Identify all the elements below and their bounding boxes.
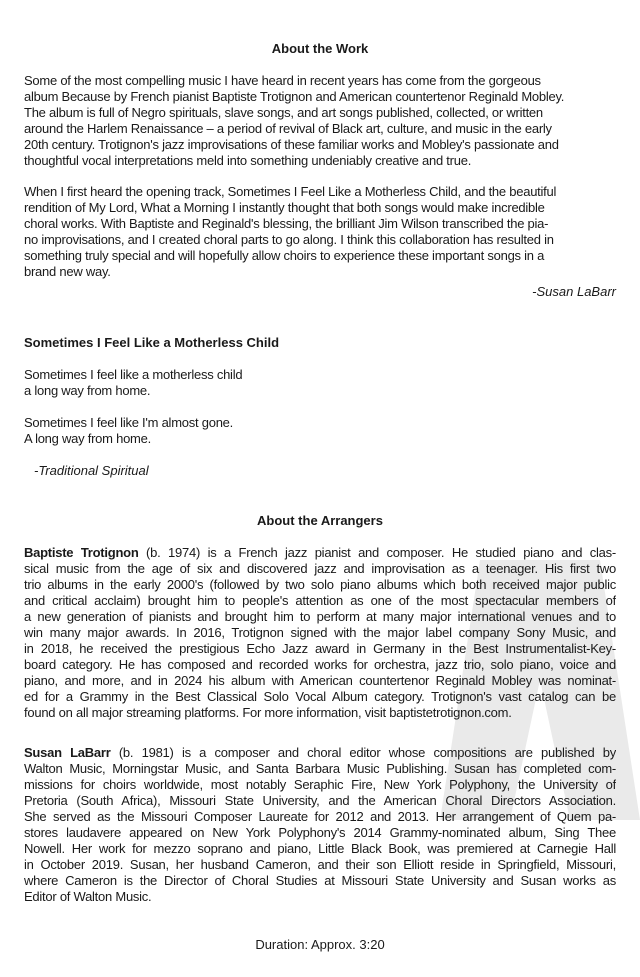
text-span: (b. 1981) is a composer and choral editor whose compositions are published by bbox=[110, 745, 616, 760]
text-line: in 2018, he received the prestigious Echo Jazz award in Germany in the Best Instrumentalist-Key- bbox=[24, 641, 616, 656]
lyric-line: a long way from home. bbox=[24, 383, 151, 398]
text-line: no improvisations, and I created choral parts to go along. I think this collaboration has resulted in bbox=[24, 232, 554, 247]
text-line: Pretoria (South Africa), Missouri State University, and the American Choral Directors Association. bbox=[24, 793, 616, 808]
text-line: board category. He has composed and recorded works for orchestra, jazz trio, solo piano, voice and bbox=[24, 657, 616, 672]
lyric-line: Sometimes I feel like I'm almost gone. bbox=[24, 415, 234, 430]
about-work-paragraph-1 bbox=[24, 73, 616, 169]
duration: Duration: Approx. 3:20 bbox=[255, 937, 385, 952]
text-line: Walton Music, Morningstar Music, and Santa Barbara Music Publishing. Susan has completed com- bbox=[24, 761, 616, 776]
about-work-heading: About the Work bbox=[271, 41, 369, 56]
text-line: When I first heard the opening track, Sometimes I Feel Like a Motherless Child, and the beautiful bbox=[24, 184, 557, 199]
text-line: Some of the most compelling music I have heard in recent years has come from the gorgeous bbox=[24, 73, 541, 88]
text-line: a new generation of pianists and brought him to perform at many major international venues and to bbox=[24, 609, 616, 624]
lyrics-attribution: -Traditional Spiritual bbox=[34, 463, 149, 478]
bio-susan-labarr bbox=[24, 745, 616, 905]
about-work-paragraph-2 bbox=[24, 184, 616, 280]
text-line: Editor of Walton Music. bbox=[24, 889, 152, 904]
text-line: album Because by French pianist Baptiste Trotignon and American countertenor Reginald Mobley. bbox=[24, 89, 565, 104]
text-line: piano, and more, and in 2024 his album with American countertenor Reginald Mobley was nominat- bbox=[24, 673, 616, 688]
text-line bbox=[24, 745, 616, 761]
text-line: Nowell. Her work for mezzo soprano and piano, Little Black Book, was premiered at Carnegie Hall bbox=[24, 841, 616, 856]
text-line: win many major awards. In 2016, Trotignon signed with the major label company Sony Music, and bbox=[24, 625, 616, 640]
text-line: around the Harlem Renaissance – a period of revival of Black art, culture, and music in the early bbox=[24, 121, 552, 136]
text-line: thoughtful vocal interpretations meld into something undeniably creative and true. bbox=[24, 153, 472, 168]
bio-baptiste-trotignon bbox=[24, 545, 616, 721]
text-line: choral works. With Baptiste and Reginald's blessing, the brilliant Jim Wilson transcribed the pia- bbox=[24, 216, 549, 231]
text-line: where Cameron is the Director of Choral Studies at Missouri State University and Susan works as bbox=[24, 873, 616, 888]
text-line: and critical acclaim) brought him to people's attention as one of the most spectacular members of bbox=[24, 593, 616, 608]
signature: -Susan LaBarr bbox=[532, 284, 616, 299]
lyric-line: A long way from home. bbox=[24, 431, 151, 446]
text-span: (b. 1974) is a French jazz pianist and composer. He studied piano and clas- bbox=[138, 545, 616, 560]
text-line: ed for a Grammy in the Best Classical Solo Vocal Album category. Trotignon's vast catalog can be bbox=[24, 689, 616, 704]
text-line: 20th century. Trotignon's jazz improvisations of these familiar works and Mobley's passionate and bbox=[24, 137, 559, 152]
text-line: stores laudavere appeared on New York Polyphony's 2014 Grammy-nominated album, Sing Thee bbox=[24, 825, 616, 840]
text-line: brand new way. bbox=[24, 264, 111, 279]
lyrics-stanza-2 bbox=[24, 415, 616, 447]
lyric-line: Sometimes I feel like a motherless child bbox=[24, 367, 243, 382]
bio-name: Susan LaBarr bbox=[24, 745, 111, 760]
text-line: missions for choirs worldwide, most notably Seraphic Fire, New York Polyphony, the University of bbox=[24, 777, 616, 792]
about-arrangers-heading: About the Arrangers bbox=[257, 513, 383, 528]
text-line bbox=[24, 545, 616, 561]
text-line: trio albums in the early 2000's (followed by two solo piano albums which both received major public bbox=[24, 577, 616, 592]
text-line: something truly special and will hopefully allow choirs to experience these important songs in a bbox=[24, 248, 545, 263]
text-line: sical music from the age of six and discovered jazz and improvisation as a teenager. His first two bbox=[24, 561, 616, 576]
lyrics-heading: Sometimes I Feel Like a Motherless Child bbox=[24, 335, 280, 350]
text-line: The album is full of Negro spirituals, slave songs, and art songs published, collected, or written bbox=[24, 105, 543, 120]
text-line: rendition of My Lord, What a Morning I instantly thought that both songs would make incredible bbox=[24, 200, 545, 215]
lyrics-stanza-1 bbox=[24, 367, 616, 399]
text-line: found on all major streaming platforms. For more information, visit baptistetrotignon.com. bbox=[24, 705, 512, 720]
bio-name: Baptiste Trotignon bbox=[24, 545, 139, 560]
text-line: in October 2019. Susan, her husband Cameron, and their son Elliott reside in Springfield, Missouri, bbox=[24, 857, 616, 872]
text-line: She served as the Missouri Composer Laureate for 2012 and 2013. Her arrangement of Quem pa- bbox=[24, 809, 616, 824]
